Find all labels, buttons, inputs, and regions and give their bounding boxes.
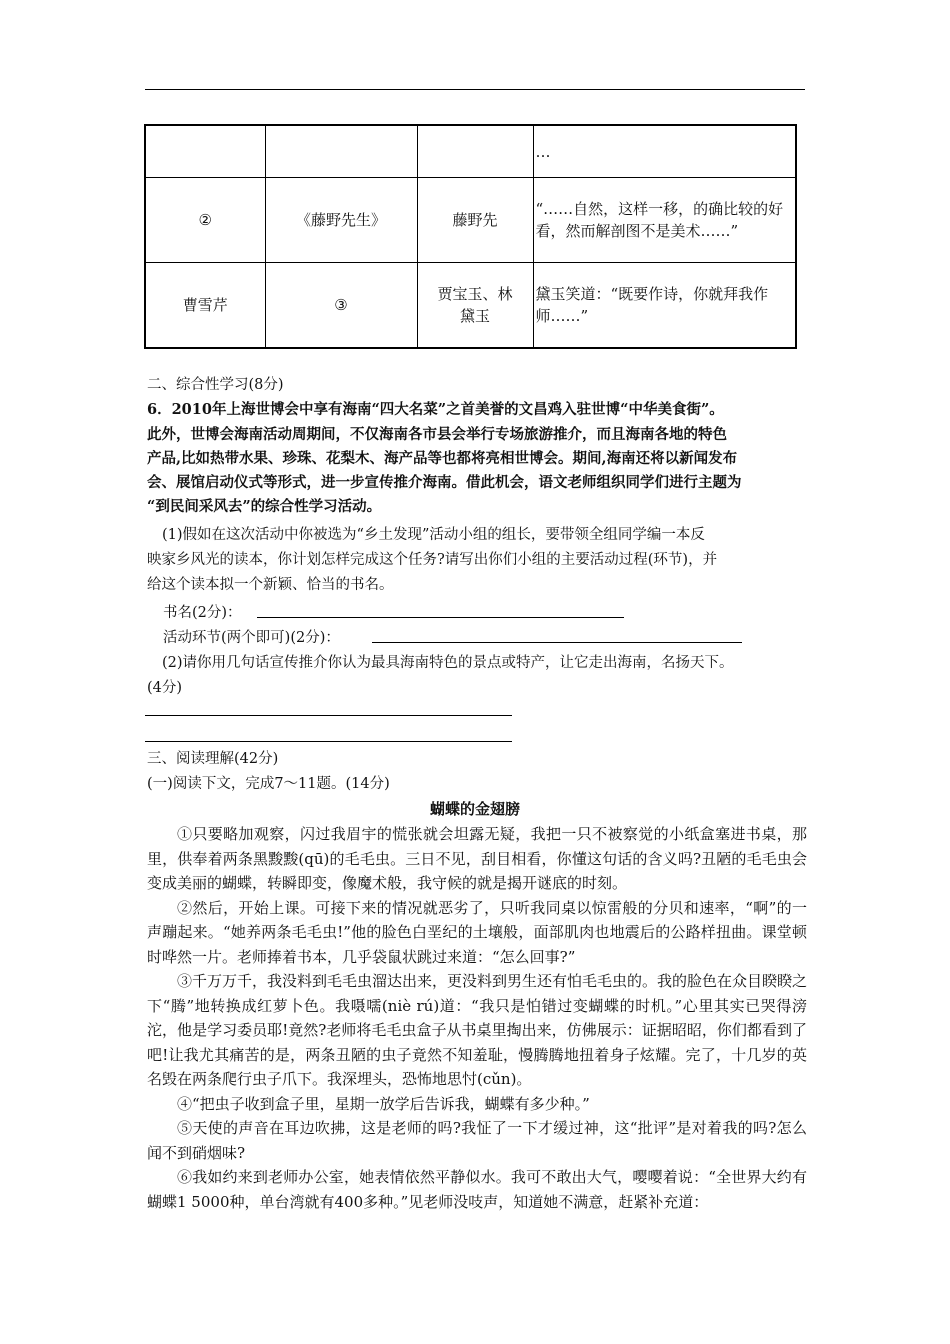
table-cell <box>417 125 533 178</box>
table-cell: ③ <box>265 263 417 349</box>
table-cell: … <box>533 125 796 178</box>
activity-steps-label: 活动环节(两个即可)(2分)： <box>163 630 340 646</box>
question-line: (1)假如在这次活动中你被选为“乡土发现”活动小组的组长，要带领全组同学编一本反 <box>162 527 705 543</box>
article-paragraph: ②然后，开始上课。可接下来的情况就恶劣了，只听我同桌以惊雷般的分贝和速率，“啊”的一声蹦起来。“她养两条毛毛虫!”他的脸色白垩纪的土壤般，面部肌肉也地震后的公路样扭曲。课堂顿时哗然一片。老师捧着书本，几乎袋鼠状跳过来道：“怎么回事?” <box>147 898 807 966</box>
question-line: 映家乡风光的读本，你计划怎样完成这个任务?请写出你们小组的主要活动过程(环节)，并 <box>147 552 718 568</box>
table-cell: 曹雪芹 <box>145 263 265 349</box>
answer-line[interactable] <box>145 741 512 742</box>
table-cell: “……自然，这样一移，的确比较的好看，然而解剖图不是美术……” <box>533 178 796 263</box>
question-line: (2)请你用几句话宣传推介你认为最具海南特色的景点或特产，让它走出海南，名扬天下。 <box>162 655 734 671</box>
article-paragraph: ④“把虫子收到盒子里，星期一放学后告诉我，蝴蝶有多少种。” <box>177 1094 590 1113</box>
table-cell: 藤野先 <box>417 178 533 263</box>
answer-line[interactable] <box>145 715 512 716</box>
article-body <box>147 822 807 1214</box>
article-paragraph: ③千万万千，我没料到毛毛虫溜达出来，更没料到男生还有怕毛毛虫的。我的脸色在众目睽睽之下“腾”地转换成红萝卜色。我嗫嚅(niè rú)道：“我只是怕错过变蝴蝶的时机。”心里其实已哭得滂沱，他是学习委员耶!竟然?老师将毛毛虫盒子从书桌里掏出来，仿佛展示：证据昭昭，你们都看到了吧!让我尤其痛苦的是，两条丑陋的虫子竟然不知羞耻，慢腾腾地扭着身子炫耀。完了，十几岁的英名毁在两条爬行虫子爪下。我深埋头，恐怖地思忖(cǔn)。 <box>147 972 808 1088</box>
question-line: 此外，世博会海南活动周期间，不仅海南各市县会举行专场旅游推介，而且海南各地的特色 <box>147 426 727 443</box>
question-line: 会、展馆启动仪式等形式，进一步宣传推介海南。借此机会，语文老师组织同学们进行主题为 <box>147 474 742 491</box>
table-row <box>145 263 796 349</box>
section-heading: 三、阅读理解(42分) <box>147 751 279 767</box>
article-paragraph: ①只要略加观察，闪过我眉宇的慌张就会坦露无疑，我把一只不被察觉的小纸盒塞进书桌，那里，供奉着两条黑黢黢(qū)的毛毛虫。三日不见，刮目相看，你懂这句话的含义吗?丑陋的毛毛虫会变成美丽的蝴蝶，转瞬即变，像魔术般，我守候的就是揭开谜底的时刻。 <box>147 825 807 892</box>
question-line: 6．2010年上海世博会中享有海南“四大名菜”之首美誉的文昌鸡入驻世博“中华美食街”。 <box>147 401 724 418</box>
table-cell: 贾宝玉、林黛玉 <box>417 263 533 349</box>
table-cell <box>265 125 417 178</box>
article-paragraph: ⑥我如约来到老师办公室，她表情依然平静似水。我可不敢出大气，嘤嘤着说：“全世界大约有蝴蝶1 5000种，单台湾就有400多种。”见老师没吱声，知道她不满意，赶紧补充道： <box>147 1168 807 1211</box>
article-title: 蝴蝶的金翅膀 <box>429 800 520 818</box>
question-line: “到民间采风去”的综合性学习活动。 <box>147 498 382 515</box>
article-paragraph: ⑤天使的声音在耳边吹拂，这是老师的吗?我怔了一下才缓过神，这“批评”是对着我的吗?怎么闻不到硝烟味? <box>147 1119 807 1162</box>
section-heading: 二、综合性学习(8分) <box>147 377 284 393</box>
literature-table <box>144 124 797 349</box>
header-rule <box>145 89 805 90</box>
book-name-label: 书名(2分)： <box>163 605 242 621</box>
table-cell: 黛玉笑道：“既要作诗，你就拜我作师……” <box>533 263 796 349</box>
table-cell: 《藤野先生》 <box>265 178 417 263</box>
table-cell <box>145 125 265 178</box>
table-row <box>145 178 796 263</box>
question-line: 产品,比如热带水果、珍珠、花梨木、海产品等也都将亮相世博会。期间,海南还将以新闻发布 <box>147 450 738 467</box>
question-line: (4分) <box>147 680 183 696</box>
answer-line[interactable] <box>257 617 624 618</box>
table-row <box>145 125 796 178</box>
answer-line[interactable] <box>372 642 742 643</box>
question-line: 给这个读本拟一个新颖、恰当的书名。 <box>147 577 394 593</box>
table-cell: ② <box>145 178 265 263</box>
sub-heading: (一)阅读下文，完成7～11题。(14分) <box>147 776 390 792</box>
